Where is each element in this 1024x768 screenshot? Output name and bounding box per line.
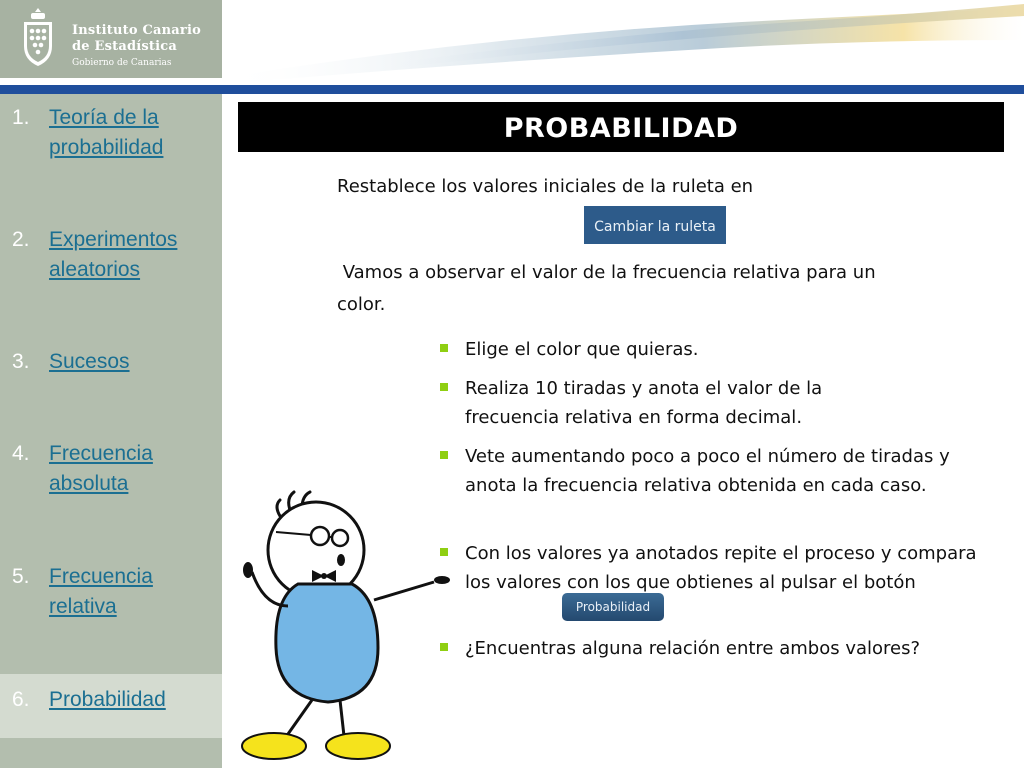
org-name-line2: de Estadística — [72, 39, 177, 54]
observe-text-line1: Vamos a observar el valor de la frecuencia relativa para un — [337, 262, 876, 283]
bullet-text: Elige el color que quieras. — [465, 339, 699, 360]
sidebar-link-teoria[interactable]: Teoría de la probabilidad — [49, 106, 164, 159]
page-title: PROBABILIDAD — [238, 102, 1004, 152]
sidebar-item-frecuencia-absoluta[interactable] — [0, 439, 222, 501]
sidebar-item-sucesos[interactable] — [0, 347, 222, 379]
org-subtitle: Gobierno de Canarias — [72, 58, 172, 68]
sidebar-link-sucesos[interactable]: Sucesos — [49, 350, 130, 373]
sidebar-item-number: 3. — [12, 350, 30, 373]
sidebar-item-frecuencia-relativa[interactable] — [0, 562, 222, 624]
bullet-text: Realiza 10 tiradas y anota el valor de la frecuencia relativa en forma decimal. — [465, 378, 823, 428]
sidebar-link-frecuencia-relativa[interactable]: Frecuencia relativa — [49, 565, 153, 618]
bullet-square-icon — [440, 383, 448, 391]
org-logo — [0, 0, 222, 78]
probabilidad-button[interactable]: Probabilidad — [562, 593, 664, 621]
sidebar-item-probabilidad[interactable] — [0, 685, 222, 717]
bullet-square-icon — [440, 451, 448, 459]
sidebar-link-frecuencia-absoluta[interactable]: Frecuencia absoluta — [49, 442, 153, 495]
canarias-crest-icon — [20, 6, 56, 70]
intro-text: Restablece los valores iniciales de la ruleta en — [337, 176, 754, 197]
sidebar-item-number: 6. — [12, 688, 30, 711]
cartoon-character-illustration — [228, 488, 468, 768]
sidebar-item-number: 4. — [12, 442, 30, 465]
bullet-text: Vete aumentando poco a poco el número de tiradas y anota la frecuencia relativa obtenida en cada caso. — [465, 446, 950, 496]
cambiar-ruleta-button[interactable]: Cambiar la ruleta — [584, 206, 726, 244]
observe-text-line2: color. — [337, 294, 386, 315]
bullet-text: Con los valores ya anotados repite el proceso y compara los valores con los que obtienes al pulsar el botón — [465, 543, 977, 593]
sidebar-item-number: 5. — [12, 565, 30, 588]
sidebar-link-experimentos[interactable]: Experimentos aleatorios — [49, 228, 178, 281]
bullet-square-icon — [440, 344, 448, 352]
header-blue-band — [0, 85, 1024, 94]
header-swoosh — [222, 0, 1024, 84]
org-name-line1: Instituto Canario — [72, 23, 201, 38]
sidebar-item-experimentos[interactable] — [0, 225, 222, 287]
sidebar-item-teoria[interactable] — [0, 103, 222, 165]
sidebar-link-probabilidad[interactable]: Probabilidad — [49, 688, 166, 711]
sidebar-item-number: 1. — [12, 106, 30, 129]
sidebar-nav — [0, 94, 222, 768]
bullet-text: ¿Encuentras alguna relación entre ambos valores? — [465, 638, 921, 659]
sidebar-item-number: 2. — [12, 228, 30, 251]
